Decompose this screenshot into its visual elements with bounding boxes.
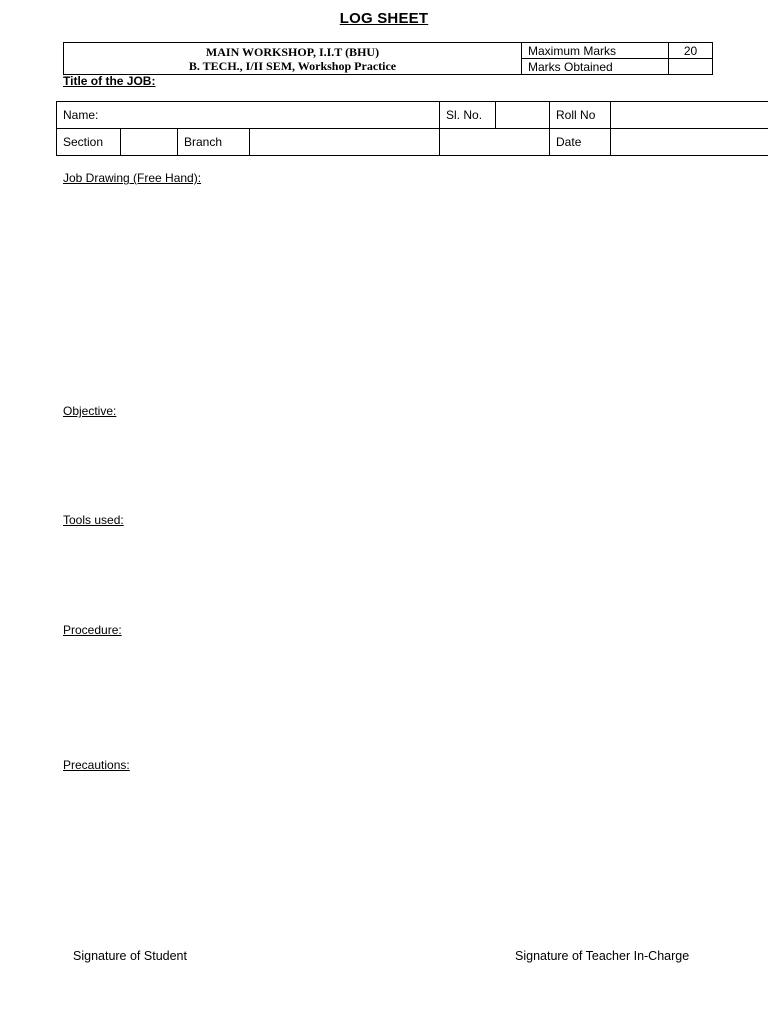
branch-label: Branch <box>178 129 250 155</box>
roll-no-field[interactable] <box>611 102 768 129</box>
date-label: Date <box>550 129 611 156</box>
maximum-marks-value: 20 <box>669 43 713 59</box>
teacher-signature-label: Signature of Teacher In-Charge <box>515 949 690 963</box>
course-info: B. TECH., I/II SEM, Workshop Practice <box>188 58 397 73</box>
blank-field[interactable] <box>440 129 550 156</box>
tools-used-label: Tools used: <box>63 513 124 527</box>
page-title: LOG SHEET <box>339 10 429 27</box>
workshop-info-cell <box>64 43 522 75</box>
objective-label: Objective: <box>63 404 117 418</box>
marks-obtained-field[interactable] <box>669 59 713 75</box>
branch-cell <box>178 129 440 156</box>
section-label: Section <box>57 129 121 156</box>
workshop-name: MAIN WORKSHOP, I.I.T (BHU) <box>205 44 380 59</box>
job-title-label: Title of the JOB: <box>63 74 156 88</box>
maximum-marks-label: Maximum Marks <box>522 43 669 59</box>
date-field[interactable] <box>611 129 768 156</box>
name-label: Name: <box>63 108 99 122</box>
sl-no-field[interactable] <box>496 102 550 129</box>
branch-field[interactable] <box>250 129 439 155</box>
section-field[interactable] <box>121 129 178 156</box>
precautions-label: Precautions: <box>63 758 130 772</box>
procedure-label: Procedure: <box>63 623 122 637</box>
header-table <box>63 42 713 75</box>
marks-obtained-label: Marks Obtained <box>522 59 669 75</box>
student-info-table <box>56 101 768 156</box>
sl-no-label: Sl. No. <box>440 102 496 129</box>
job-drawing-label: Job Drawing (Free Hand): <box>63 171 202 185</box>
name-field[interactable] <box>57 102 440 129</box>
roll-no-label: Roll No <box>550 102 611 129</box>
student-signature-label: Signature of Student <box>73 949 187 963</box>
